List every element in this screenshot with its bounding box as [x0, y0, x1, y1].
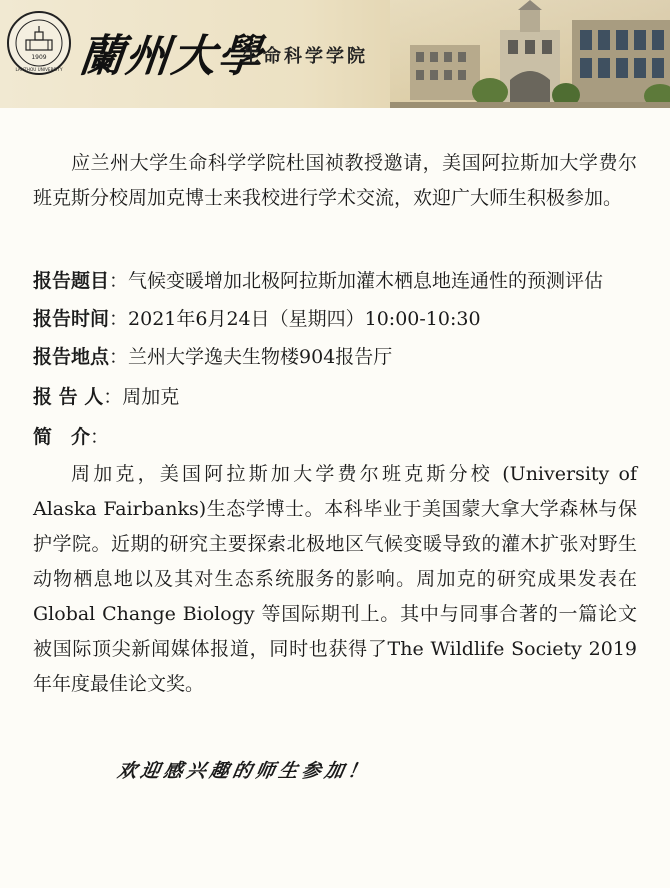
report-time-value: ：2021年6月24日（星期四）10:00-10:30	[109, 308, 481, 330]
university-seal-logo	[6, 10, 72, 76]
header-banner	[0, 0, 670, 108]
bio-colon: ：	[90, 426, 110, 448]
report-place-value: ：兰州大学逸夫生物楼904报告厅	[109, 346, 393, 368]
speaker-row	[33, 382, 643, 412]
intro-paragraph: 应兰州大学生命科学学院杜国祯教授邀请，美国阿拉斯加大学费尔班克斯分校周加克博士来我校进行学术交流，欢迎广大师生积极参加。	[33, 152, 637, 209]
report-place-label: 报告地点	[33, 346, 110, 368]
report-place-row	[33, 342, 643, 372]
svg-text:1909: 1909	[31, 54, 47, 61]
university-name: 蘭州大學	[76, 31, 267, 82]
speaker-value: ：周加克	[103, 386, 180, 408]
college-name: 生命科学学院	[242, 46, 368, 67]
bio-paragraph: 周加克，美国阿拉斯加大学费尔班克斯分校 (University of Alaska Fairbanks)生态学博士。本科毕业于美国蒙大拿大学森林与保护学院。近期的研究主要探索北极地区气候变暖导致的灌木扩张对野生动物栖息地以及其对生态系统服务的影响。周加克的研究成果发表在Global Change Biology 等国际期刊上。其中与同事合著的一篇论文被国际顶尖新闻媒体报道，同时也获得了The Wildlife Society 2019年年度最佳论文奖。	[33, 463, 637, 695]
report-time-label: 报告时间	[33, 308, 110, 330]
campus-buildings-illustration	[390, 0, 670, 108]
bio-label: 简 介	[33, 426, 91, 448]
report-title-row	[33, 266, 643, 296]
report-title-label: 报告题目	[33, 270, 110, 292]
report-title-value: ：气候变暖增加北极阿拉斯加灌木栖息地连通性的预测评估	[109, 270, 604, 292]
svg-text:LANZHOU UNIVERSITY: LANZHOU UNIVERSITY	[15, 67, 63, 72]
report-time-row	[33, 304, 643, 334]
bio-heading-row	[33, 422, 643, 452]
speaker-label: 报 告 人	[33, 386, 104, 408]
closing-line: 欢迎感兴趣的师生参加！	[115, 760, 373, 782]
